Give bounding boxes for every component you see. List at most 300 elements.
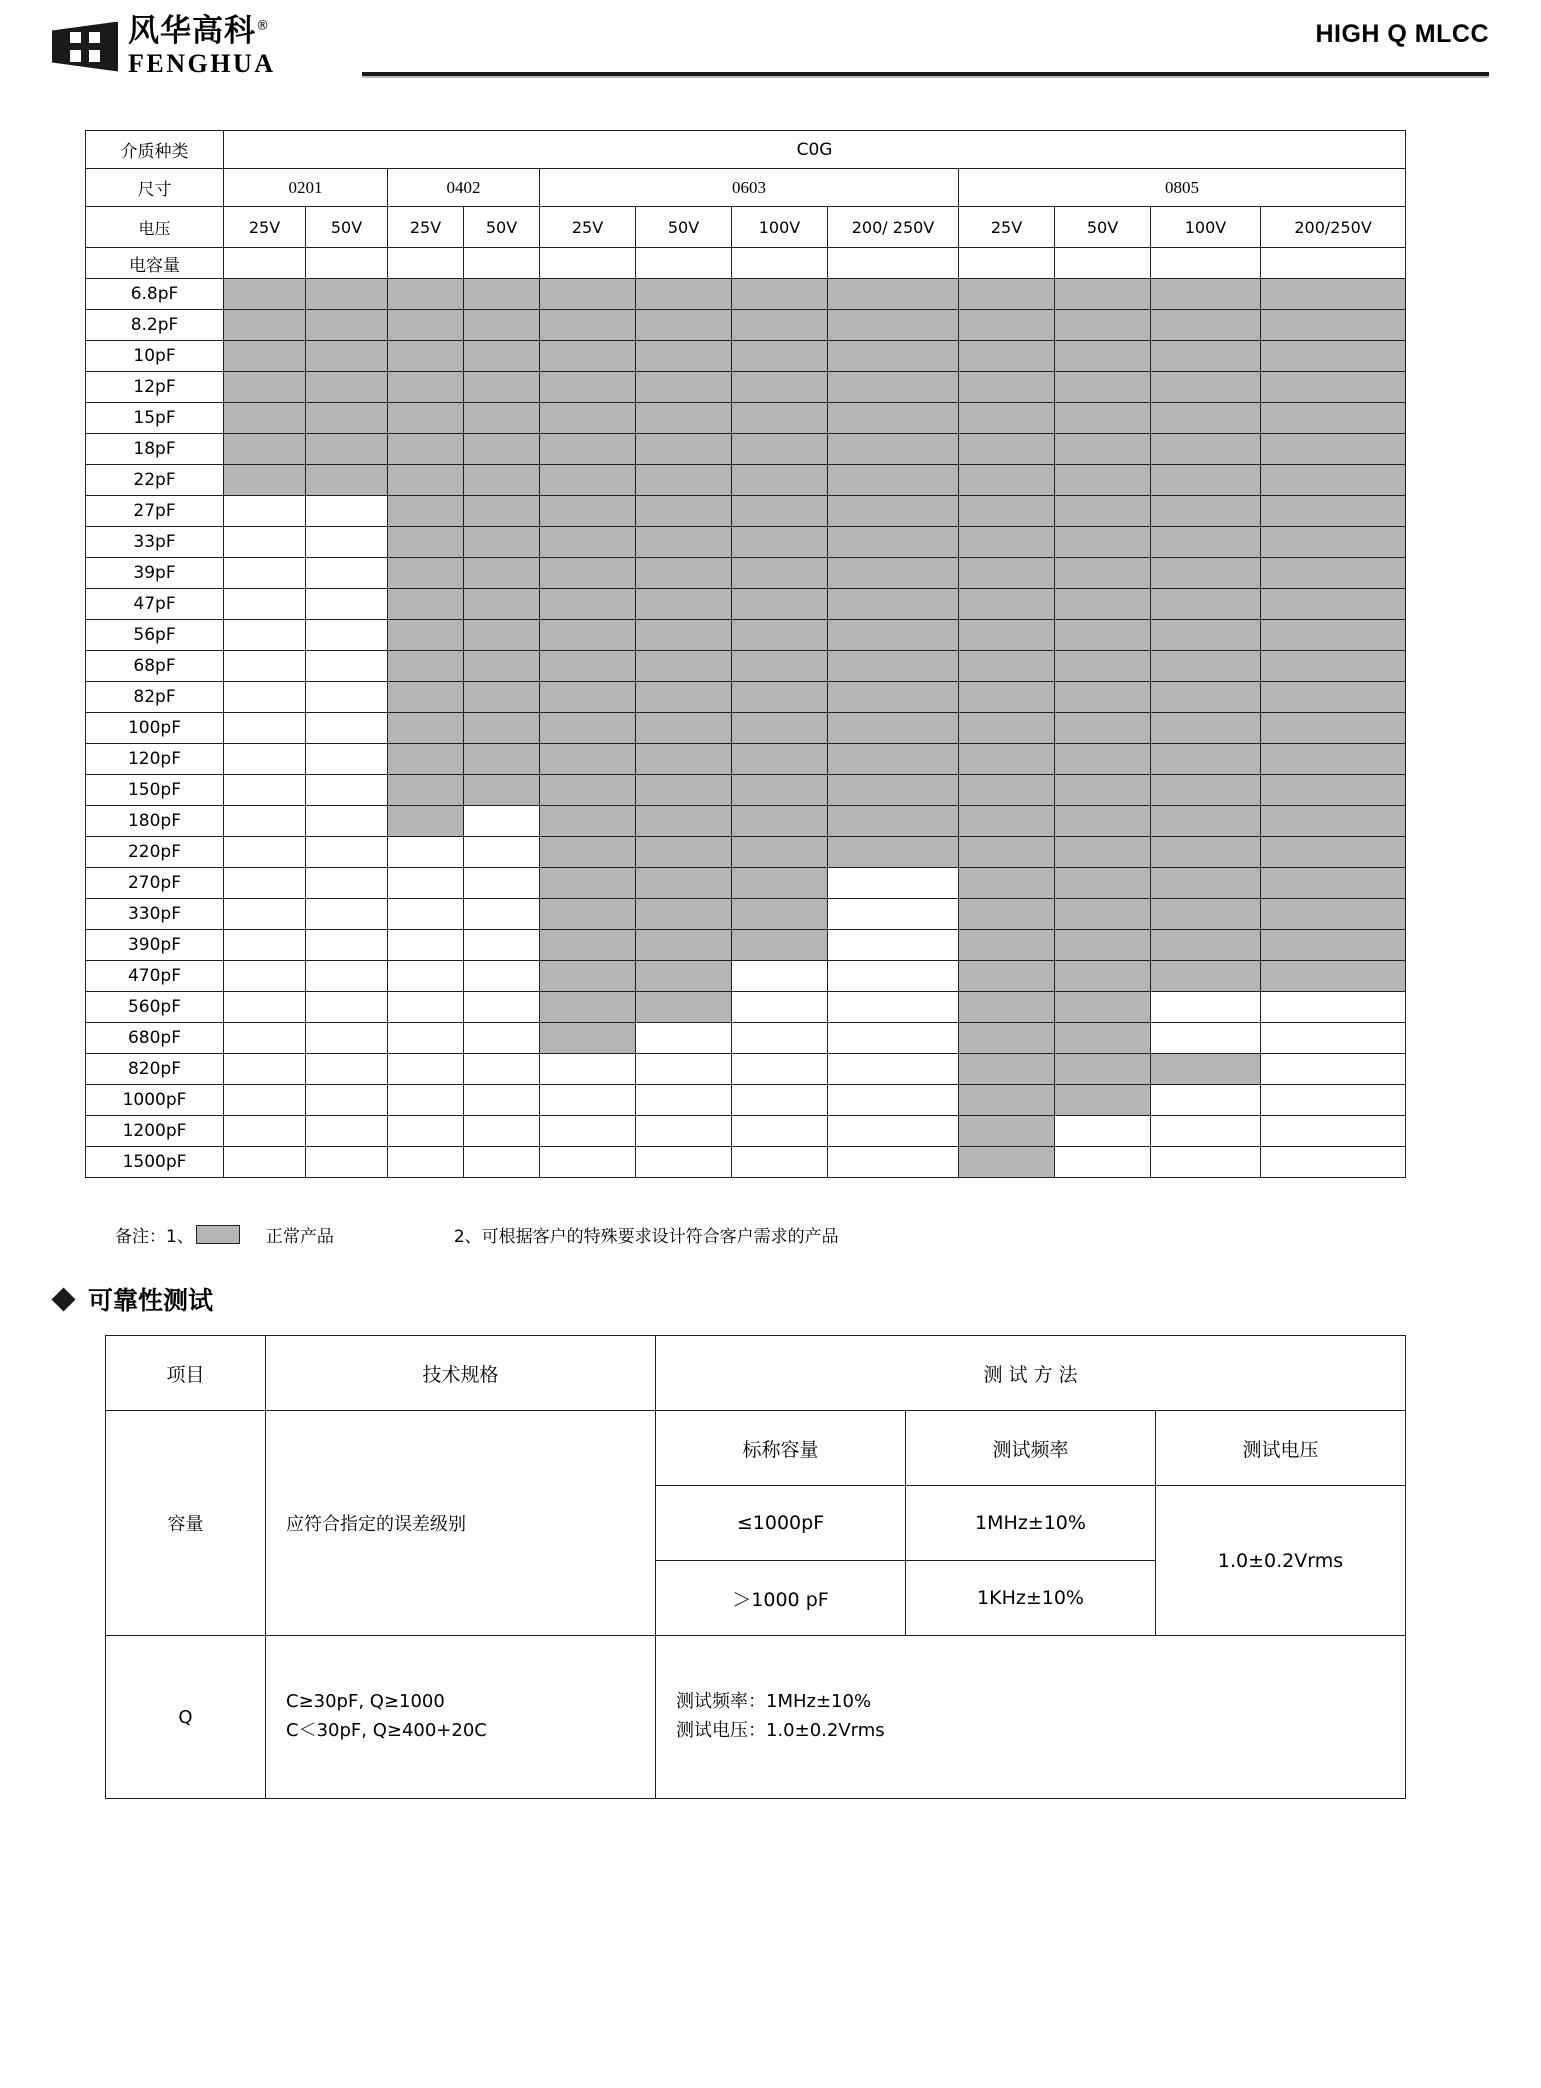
availability-cell-available <box>540 434 636 465</box>
availability-cell-unavailable <box>1055 1116 1151 1147</box>
table-row <box>86 279 1406 310</box>
availability-cell-available <box>306 279 388 310</box>
availability-cell-available <box>224 341 306 372</box>
availability-cell-available <box>828 558 959 589</box>
availability-cell-unavailable <box>224 806 306 837</box>
availability-cell-unavailable <box>1151 1085 1261 1116</box>
availability-cell-unavailable <box>306 527 388 558</box>
availability-cell-unavailable <box>306 496 388 527</box>
availability-cell-available <box>636 372 732 403</box>
availability-cell-available <box>224 279 306 310</box>
availability-cell-unavailable <box>306 651 388 682</box>
availability-cell-available <box>388 589 464 620</box>
availability-cell-available <box>464 558 540 589</box>
availability-cell-available <box>959 1085 1055 1116</box>
availability-cell-available <box>828 496 959 527</box>
availability-cell-available <box>388 279 464 310</box>
rel-item-capacitance: 容量 <box>106 1411 266 1636</box>
reliability-table-container <box>105 1335 1405 1799</box>
availability-cell-available <box>388 434 464 465</box>
availability-cell-unavailable <box>224 1147 306 1178</box>
availability-cell-unavailable <box>828 1147 959 1178</box>
availability-cell-unavailable <box>224 837 306 868</box>
rel-spec-q <box>266 1636 656 1799</box>
availability-cell-available <box>1261 899 1406 930</box>
availability-cell-unavailable <box>464 1085 540 1116</box>
availability-cell-available <box>732 310 828 341</box>
availability-cell-available <box>959 434 1055 465</box>
capacitance-label: 电容量 <box>86 248 224 279</box>
availability-cell-available <box>540 961 636 992</box>
availability-cell-available <box>636 341 732 372</box>
table-row <box>86 558 1406 589</box>
availability-cell-unavailable <box>1151 1023 1261 1054</box>
availability-cell-available <box>464 496 540 527</box>
availability-cell-available <box>1151 341 1261 372</box>
table-row <box>86 744 1406 775</box>
availability-cell-available <box>1055 403 1151 434</box>
availability-cell-available <box>464 279 540 310</box>
availability-cell-available <box>1151 465 1261 496</box>
availability-cell-available <box>959 713 1055 744</box>
availability-cell-available <box>464 372 540 403</box>
availability-cell-available <box>388 651 464 682</box>
rel-header-test-freq: 测试频率 <box>906 1411 1156 1486</box>
table-row <box>86 806 1406 837</box>
availability-cell-unavailable <box>224 558 306 589</box>
availability-cell-unavailable <box>636 1054 732 1085</box>
availability-cell-available <box>1055 372 1151 403</box>
availability-cell-available <box>540 527 636 558</box>
capacitance-value: 390pF <box>86 930 224 961</box>
table-row <box>86 1147 1406 1178</box>
availability-cell-unavailable <box>464 992 540 1023</box>
availability-cell-available <box>1261 713 1406 744</box>
availability-cell-available <box>1261 806 1406 837</box>
availability-cell-unavailable <box>224 744 306 775</box>
availability-cell-available <box>959 465 1055 496</box>
availability-cell-available <box>959 899 1055 930</box>
capacitance-value: 120pF <box>86 744 224 775</box>
availability-cell-available <box>732 899 828 930</box>
availability-cell-unavailable <box>306 775 388 806</box>
section-heading <box>55 1281 1541 1317</box>
availability-cell-available <box>388 744 464 775</box>
legend-swatch-icon <box>196 1225 240 1244</box>
capacitance-value: 220pF <box>86 837 224 868</box>
availability-cell-available <box>959 372 1055 403</box>
availability-cell-available <box>636 651 732 682</box>
table-row <box>86 589 1406 620</box>
availability-cell-available <box>306 434 388 465</box>
availability-cell-available <box>828 837 959 868</box>
availability-cell-available <box>1055 527 1151 558</box>
availability-cell-unavailable <box>732 1147 828 1178</box>
availability-cell-available <box>959 775 1055 806</box>
availability-cell-available <box>636 589 732 620</box>
size-row <box>86 169 1406 207</box>
availability-cell-unavailable <box>636 1116 732 1147</box>
header-divider <box>362 72 1489 76</box>
voltage-cell: 50V <box>464 207 540 248</box>
availability-cell-available <box>1151 868 1261 899</box>
availability-cell-available <box>959 496 1055 527</box>
availability-cell-available <box>828 620 959 651</box>
availability-cell-available <box>732 558 828 589</box>
availability-cell-available <box>1055 651 1151 682</box>
availability-cell-available <box>732 403 828 434</box>
availability-cell-unavailable <box>306 589 388 620</box>
availability-cell-available <box>1261 434 1406 465</box>
availability-cell-unavailable <box>732 1023 828 1054</box>
availability-cell-available <box>1261 589 1406 620</box>
availability-cell-available <box>1261 310 1406 341</box>
availability-cell-unavailable <box>636 1147 732 1178</box>
availability-cell-available <box>1055 713 1151 744</box>
rel-method-q-line1: 测试频率：1MHz±10% <box>676 1691 872 1713</box>
availability-cell-available <box>828 341 959 372</box>
capacitance-value: 330pF <box>86 899 224 930</box>
availability-cell-available <box>1261 961 1406 992</box>
table-row <box>86 1054 1406 1085</box>
availability-cell-available <box>1151 589 1261 620</box>
availability-cell-available <box>732 465 828 496</box>
availability-cell-available <box>828 403 959 434</box>
voltage-cell: 25V <box>959 207 1055 248</box>
capacitance-value: 18pF <box>86 434 224 465</box>
availability-cell-available <box>1151 434 1261 465</box>
availability-cell-available <box>1055 558 1151 589</box>
availability-cell-unavailable <box>1151 1147 1261 1178</box>
availability-cell-available <box>540 713 636 744</box>
availability-cell-unavailable <box>732 992 828 1023</box>
availability-cell-unavailable <box>306 1085 388 1116</box>
voltage-cell: 50V <box>306 207 388 248</box>
availability-cell-unavailable <box>388 837 464 868</box>
availability-cell-available <box>540 496 636 527</box>
availability-cell-available <box>388 341 464 372</box>
availability-cell-available <box>540 930 636 961</box>
capacitance-value: 15pF <box>86 403 224 434</box>
availability-cell-available <box>540 589 636 620</box>
availability-cell-available <box>1055 496 1151 527</box>
availability-cell-available <box>388 620 464 651</box>
page-title: HIGH Q MLCC <box>1315 20 1489 48</box>
availability-cell-available <box>636 744 732 775</box>
availability-cell-unavailable <box>306 620 388 651</box>
availability-cell-available <box>636 682 732 713</box>
availability-cell-unavailable <box>464 899 540 930</box>
availability-cell-available <box>388 558 464 589</box>
availability-cell-available <box>1151 403 1261 434</box>
capacitance-value: 68pF <box>86 651 224 682</box>
availability-cell-available <box>1055 775 1151 806</box>
capacitance-value: 1500pF <box>86 1147 224 1178</box>
availability-cell-unavailable <box>224 496 306 527</box>
availability-cell-available <box>1151 1054 1261 1085</box>
capacitance-value: 27pF <box>86 496 224 527</box>
availability-cell-available <box>464 744 540 775</box>
availability-cell-available <box>732 775 828 806</box>
capacitance-value: 820pF <box>86 1054 224 1085</box>
availability-cell-available <box>464 434 540 465</box>
availability-cell-available <box>1151 961 1261 992</box>
availability-cell-available <box>306 341 388 372</box>
availability-cell-available <box>636 775 732 806</box>
availability-cell-available <box>540 899 636 930</box>
voltage-cell: 25V <box>388 207 464 248</box>
availability-cell-available <box>959 992 1055 1023</box>
availability-cell-available <box>1151 744 1261 775</box>
availability-cell-available <box>1151 806 1261 837</box>
rel-header-nominal-cap: 标称容量 <box>656 1411 906 1486</box>
availability-cell-available <box>1055 1054 1151 1085</box>
availability-cell-unavailable <box>828 992 959 1023</box>
availability-cell-unavailable <box>1261 992 1406 1023</box>
availability-cell-available <box>636 868 732 899</box>
availability-cell-available <box>732 279 828 310</box>
availability-cell-available <box>636 279 732 310</box>
availability-cell-available <box>1055 310 1151 341</box>
availability-cell-unavailable <box>224 589 306 620</box>
rel-header-spec: 技术规格 <box>266 1336 656 1411</box>
availability-cell-available <box>464 651 540 682</box>
availability-cell-unavailable <box>1261 1023 1406 1054</box>
availability-cell-available <box>306 465 388 496</box>
table-row <box>86 341 1406 372</box>
availability-cell-available <box>828 806 959 837</box>
table-row <box>86 930 1406 961</box>
availability-cell-unavailable <box>224 713 306 744</box>
availability-cell-unavailable <box>732 961 828 992</box>
availability-cell-available <box>464 620 540 651</box>
availability-cell-unavailable <box>464 837 540 868</box>
availability-cell-available <box>306 403 388 434</box>
availability-cell-available <box>959 961 1055 992</box>
availability-cell-available <box>959 930 1055 961</box>
availability-cell-unavailable <box>388 1116 464 1147</box>
availability-cell-unavailable <box>388 868 464 899</box>
availability-cell-available <box>388 775 464 806</box>
availability-cell-unavailable <box>1261 1147 1406 1178</box>
availability-cell-available <box>959 837 1055 868</box>
availability-cell-available <box>1261 279 1406 310</box>
availability-cell-unavailable <box>306 837 388 868</box>
table-row <box>86 372 1406 403</box>
availability-cell-available <box>388 496 464 527</box>
availability-cell-unavailable <box>224 682 306 713</box>
availability-cell-available <box>464 403 540 434</box>
availability-cell-available <box>636 558 732 589</box>
availability-cell-unavailable <box>224 775 306 806</box>
availability-cell-available <box>224 372 306 403</box>
availability-cell-unavailable <box>224 527 306 558</box>
availability-cell-available <box>828 279 959 310</box>
remark-item2: 2、可根据客户的特殊要求设计符合客户需求的产品 <box>453 1227 839 1247</box>
availability-cell-available <box>1151 651 1261 682</box>
rel-spec-capacitance: 应符合指定的误差级别 <box>266 1411 656 1636</box>
availability-cell-available <box>959 1023 1055 1054</box>
availability-cell-unavailable <box>828 1116 959 1147</box>
table-row <box>86 620 1406 651</box>
availability-cell-available <box>1055 1023 1151 1054</box>
availability-cell-available <box>1055 465 1151 496</box>
table-row <box>86 527 1406 558</box>
rel-header-row <box>106 1336 1406 1411</box>
rel-header-test-volt: 测试电压 <box>1156 1411 1406 1486</box>
table-row <box>86 496 1406 527</box>
availability-cell-available <box>732 806 828 837</box>
availability-cell-available <box>732 651 828 682</box>
logo-english-name: FENGHUA <box>128 49 276 78</box>
availability-cell-available <box>540 279 636 310</box>
availability-cell-available <box>828 527 959 558</box>
availability-cell-available <box>636 713 732 744</box>
remark-line <box>115 1222 1541 1247</box>
availability-cell-available <box>636 806 732 837</box>
availability-cell-unavailable <box>306 744 388 775</box>
rel-subheader-row <box>106 1411 1406 1486</box>
availability-cell-available <box>540 310 636 341</box>
availability-cell-available <box>464 465 540 496</box>
availability-cell-unavailable <box>828 1085 959 1116</box>
rel-item-q: Q <box>106 1636 266 1799</box>
availability-cell-unavailable <box>464 1116 540 1147</box>
availability-cell-available <box>464 341 540 372</box>
availability-cell-unavailable <box>540 1147 636 1178</box>
availability-cell-available <box>1151 279 1261 310</box>
size-0603: 0603 <box>540 169 959 207</box>
availability-cell-available <box>388 465 464 496</box>
availability-cell-available <box>540 806 636 837</box>
size-0201: 0201 <box>224 169 388 207</box>
size-label: 尺寸 <box>86 169 224 207</box>
capacitance-value: 6.8pF <box>86 279 224 310</box>
capacitance-value: 680pF <box>86 1023 224 1054</box>
availability-cell-unavailable <box>388 1023 464 1054</box>
availability-cell-available <box>959 279 1055 310</box>
availability-cell-available <box>732 341 828 372</box>
availability-cell-available <box>1261 775 1406 806</box>
availability-cell-unavailable <box>306 1147 388 1178</box>
rel-spec-q-line2: C＜30pF, Q≥400+20C <box>286 1720 487 1741</box>
availability-cell-available <box>1261 372 1406 403</box>
availability-cell-available <box>1261 465 1406 496</box>
availability-cell-unavailable <box>1261 1054 1406 1085</box>
availability-cell-available <box>732 744 828 775</box>
availability-cell-unavailable <box>224 930 306 961</box>
voltage-cell: 100V <box>1151 207 1261 248</box>
availability-cell-available <box>540 992 636 1023</box>
dielectric-row <box>86 131 1406 169</box>
availability-cell-available <box>959 806 1055 837</box>
table-row <box>86 403 1406 434</box>
registered-trademark-icon: ® <box>256 18 270 34</box>
availability-cell-available <box>540 1023 636 1054</box>
availability-cell-unavailable <box>828 1054 959 1085</box>
table-row <box>86 682 1406 713</box>
rel-method-q <box>656 1636 1406 1799</box>
voltage-row <box>86 207 1406 248</box>
availability-cell-unavailable <box>464 806 540 837</box>
availability-cell-unavailable <box>224 620 306 651</box>
availability-cell-available <box>732 930 828 961</box>
availability-cell-unavailable <box>464 961 540 992</box>
availability-cell-available <box>1055 899 1151 930</box>
availability-cell-unavailable <box>224 1054 306 1085</box>
size-0402: 0402 <box>388 169 540 207</box>
availability-cell-available <box>1151 713 1261 744</box>
availability-cell-unavailable <box>388 1147 464 1178</box>
availability-cell-unavailable <box>464 930 540 961</box>
availability-cell-available <box>828 775 959 806</box>
voltage-cell: 50V <box>636 207 732 248</box>
page-header <box>52 0 1489 92</box>
availability-cell-available <box>464 713 540 744</box>
availability-cell-available <box>828 310 959 341</box>
availability-cell-available <box>1151 310 1261 341</box>
availability-cell-available <box>464 527 540 558</box>
availability-cell-available <box>388 806 464 837</box>
availability-cell-available <box>828 651 959 682</box>
capacitance-table <box>85 130 1406 1178</box>
availability-cell-available <box>1151 682 1261 713</box>
capacitance-value: 180pF <box>86 806 224 837</box>
capacitance-value: 560pF <box>86 992 224 1023</box>
table-row <box>86 713 1406 744</box>
availability-cell-unavailable <box>224 899 306 930</box>
availability-cell-available <box>636 837 732 868</box>
availability-cell-available <box>959 310 1055 341</box>
availability-cell-available <box>306 372 388 403</box>
availability-cell-available <box>388 372 464 403</box>
availability-cell-available <box>1055 589 1151 620</box>
availability-cell-available <box>959 589 1055 620</box>
table-row <box>86 992 1406 1023</box>
table-row <box>86 1023 1406 1054</box>
availability-cell-unavailable <box>828 961 959 992</box>
table-row <box>86 465 1406 496</box>
availability-cell-available <box>636 527 732 558</box>
availability-cell-available <box>1055 806 1151 837</box>
capacitance-value: 470pF <box>86 961 224 992</box>
availability-cell-available <box>636 434 732 465</box>
availability-cell-available <box>540 465 636 496</box>
capacitance-value: 270pF <box>86 868 224 899</box>
availability-cell-unavailable <box>224 651 306 682</box>
availability-cell-unavailable <box>540 1116 636 1147</box>
availability-cell-available <box>1055 1085 1151 1116</box>
availability-cell-available <box>828 465 959 496</box>
availability-cell-available <box>732 496 828 527</box>
availability-cell-available <box>1261 496 1406 527</box>
availability-cell-unavailable <box>828 1023 959 1054</box>
availability-cell-available <box>1055 992 1151 1023</box>
availability-cell-available <box>540 558 636 589</box>
availability-cell-available <box>1151 899 1261 930</box>
capacitance-value: 39pF <box>86 558 224 589</box>
availability-cell-available <box>1055 744 1151 775</box>
availability-cell-unavailable <box>224 961 306 992</box>
availability-cell-unavailable <box>224 1085 306 1116</box>
availability-cell-available <box>732 527 828 558</box>
availability-cell-available <box>540 341 636 372</box>
table-row <box>86 775 1406 806</box>
voltage-cell: 200/ 250V <box>828 207 959 248</box>
availability-cell-unavailable <box>224 1023 306 1054</box>
capacitance-value: 100pF <box>86 713 224 744</box>
availability-cell-available <box>1151 620 1261 651</box>
